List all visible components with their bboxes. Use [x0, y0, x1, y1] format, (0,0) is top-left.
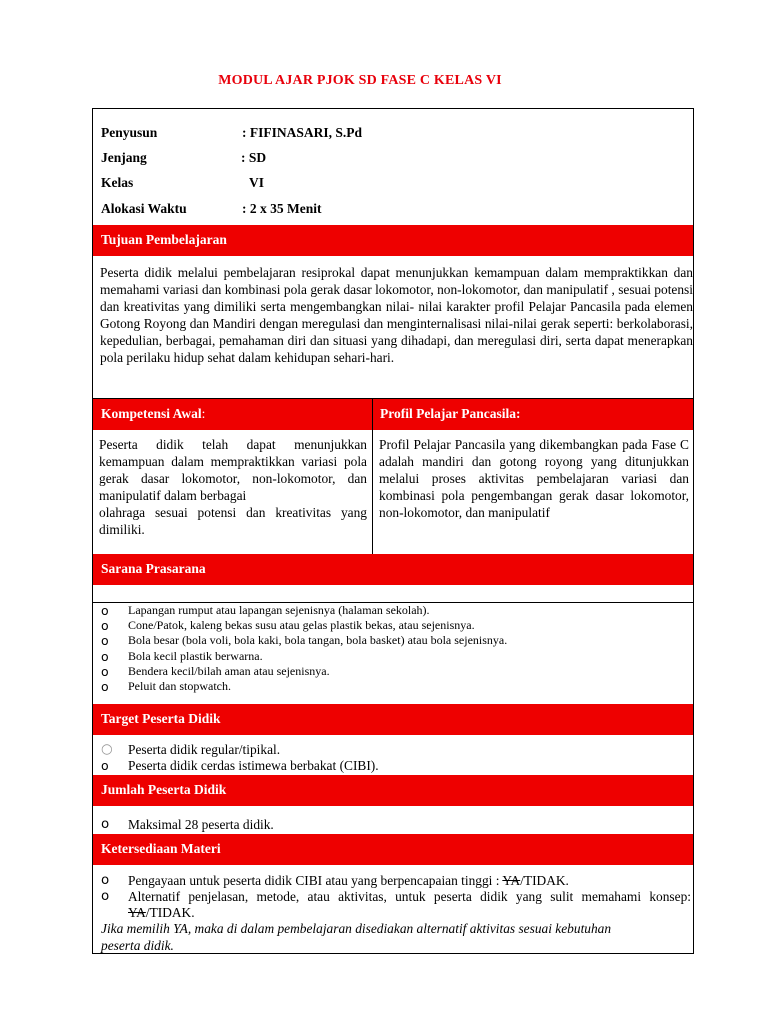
list-item [101, 889, 691, 921]
item-text: Alternatif penjelasan, metode, atau aktivitas, untuk peserta didik yang sulit memahami konsep: [128, 889, 691, 904]
target-list [101, 742, 691, 774]
bullet-icon: o [101, 679, 109, 695]
list-item [101, 603, 691, 618]
profil-text: Profil Pelajar Pancasila yang dikembangkan pada Fase C adalah mandiri dan gotong royong yang ditunjukkan melalui proses aktivitas pembelajaran variasi dan kombinasi pola pengembangan gerak dasar lokomotor, non-lokomotor, dan manipulatif [379, 437, 689, 520]
item-text: /TIDAK. [520, 873, 569, 888]
list-item [101, 664, 691, 679]
kompetensi-header [93, 399, 372, 430]
bullet-icon: o [101, 758, 109, 773]
list-item-text [128, 889, 691, 921]
ketersediaan-header: Ketersediaan Materi [93, 834, 693, 865]
kompetensi-header-suffix: : [201, 406, 206, 421]
struck-option: YA [128, 905, 146, 920]
item-text: /TIDAK. [145, 905, 195, 920]
bullet-icon: ○ [101, 742, 113, 757]
list-item [101, 758, 691, 774]
list-item-text: Peserta didik regular/tipikal. [128, 742, 281, 757]
list-item-text: Peluit dan stopwatch. [128, 679, 231, 694]
jenjang-value: : SD [241, 150, 267, 165]
list-item-text: Peserta didik cerdas istimewa berbakat (CIBI). [128, 758, 379, 773]
profil-header: Profil Pelajar Pancasila: [373, 399, 693, 430]
bullet-icon: o [101, 889, 110, 904]
struck-option: YA [502, 873, 521, 888]
list-item-text: Cone/Patok, kaleng bekas susu atau gelas plastik bekas, atau sejenisnya. [128, 618, 475, 633]
sarana-header: Sarana Prasarana [93, 554, 693, 585]
tujuan-text: Peserta didik melalui pembelajaran resiprokal dapat menunjukkan kemampuan dalam mempraktikkan dan memahami variasi dan kombinasi pola gerak dasar lokomotor, non-lokomotor, dan manipulatif , sesuai potensi dan kreativitas yang dimiliki serta mengembangkan nilai- nilai karakter profil Pelajar Pancasila pada elemen Gotong Royong dan Mandiri dengan meregulasi dan menginternalisasi nilai-nilai gerak seperti: berkolaborasi, kepedulian, berbagai, pemahaman diri dan situasi yang dihadapi, dan meregulasi diri, serta dapat menerapkan pola perilaku hidup sehat dalam kehidupan sehari-hari. [100, 265, 693, 365]
penyusun-value: : FIFINASARI, S.Pd [242, 125, 363, 140]
list-item-text: Bola besar (bola voli, bola kaki, bola tangan, bola basket) atau bola sejenisnya. [128, 633, 508, 648]
bullet-icon: o [101, 873, 110, 888]
tujuan-header: Tujuan Pembelajaran [93, 225, 693, 256]
list-item-text [128, 873, 691, 889]
alokasi-waktu-value: : 2 x 35 Menit [242, 201, 322, 216]
document-title: MODUL AJAR PJOK SD FASE C KELAS VI [218, 73, 502, 88]
ketersediaan-list [101, 873, 691, 954]
target-header: Target Peserta Didik [93, 704, 693, 735]
list-item-text: Maksimal 28 peserta didik. [128, 817, 274, 832]
bullet-icon: o [101, 817, 110, 832]
list-item [101, 633, 691, 648]
list-item-text: Bendera kecil/bilah aman atau sejenisnya. [128, 663, 330, 678]
module-table [92, 108, 694, 954]
list-item [101, 742, 691, 758]
penyusun-label: Penyusun [101, 125, 158, 140]
list-item-text: Bola kecil plastik berwarna. [128, 648, 263, 663]
bullet-icon: o [101, 663, 109, 679]
bullet-icon: o [101, 633, 109, 649]
bullet-icon: o [101, 648, 109, 664]
jumlah-list [101, 817, 691, 833]
jumlah-header: Jumlah Peserta Didik [93, 775, 693, 806]
kelas-label: Kelas [101, 175, 134, 190]
alokasi-waktu-label: Alokasi Waktu [101, 201, 187, 216]
list-item [101, 873, 691, 889]
kompetensi-text-part2: olahraga sesuai potensi dan kreativitas yang dimiliki. [99, 505, 367, 537]
list-item [101, 618, 691, 633]
list-item [101, 649, 691, 664]
list-item [101, 817, 691, 833]
kompetensi-header-label: Kompetensi Awal [101, 406, 202, 421]
item-text: Pengayaan untuk peserta didik CIBI atau yang berpencapaian tinggi : [128, 873, 503, 888]
kompetensi-text [99, 436, 367, 538]
list-item-text: Lapangan rumput atau lapangan sejenisnya (halaman sekolah). [128, 603, 430, 617]
sarana-list [101, 603, 691, 694]
jenjang-label: Jenjang [101, 150, 147, 165]
bullet-icon: o [101, 603, 109, 618]
bullet-icon: o [101, 618, 109, 634]
kelas-value: VI [249, 175, 265, 190]
list-item [101, 679, 691, 694]
kompetensi-text-part1: Peserta didik telah dapat menunjukkan kemampuan dalam mempraktikkan variasi pola gerak dasar lokomotor, non-lokomotor, dan manipulatif dalam berbagai [99, 437, 367, 503]
ketersediaan-note: Jika memilih YA, maka di dalam pembelajaran disediakan alternatif aktivitas sesuai kebutuhan peserta didik. [101, 921, 612, 953]
